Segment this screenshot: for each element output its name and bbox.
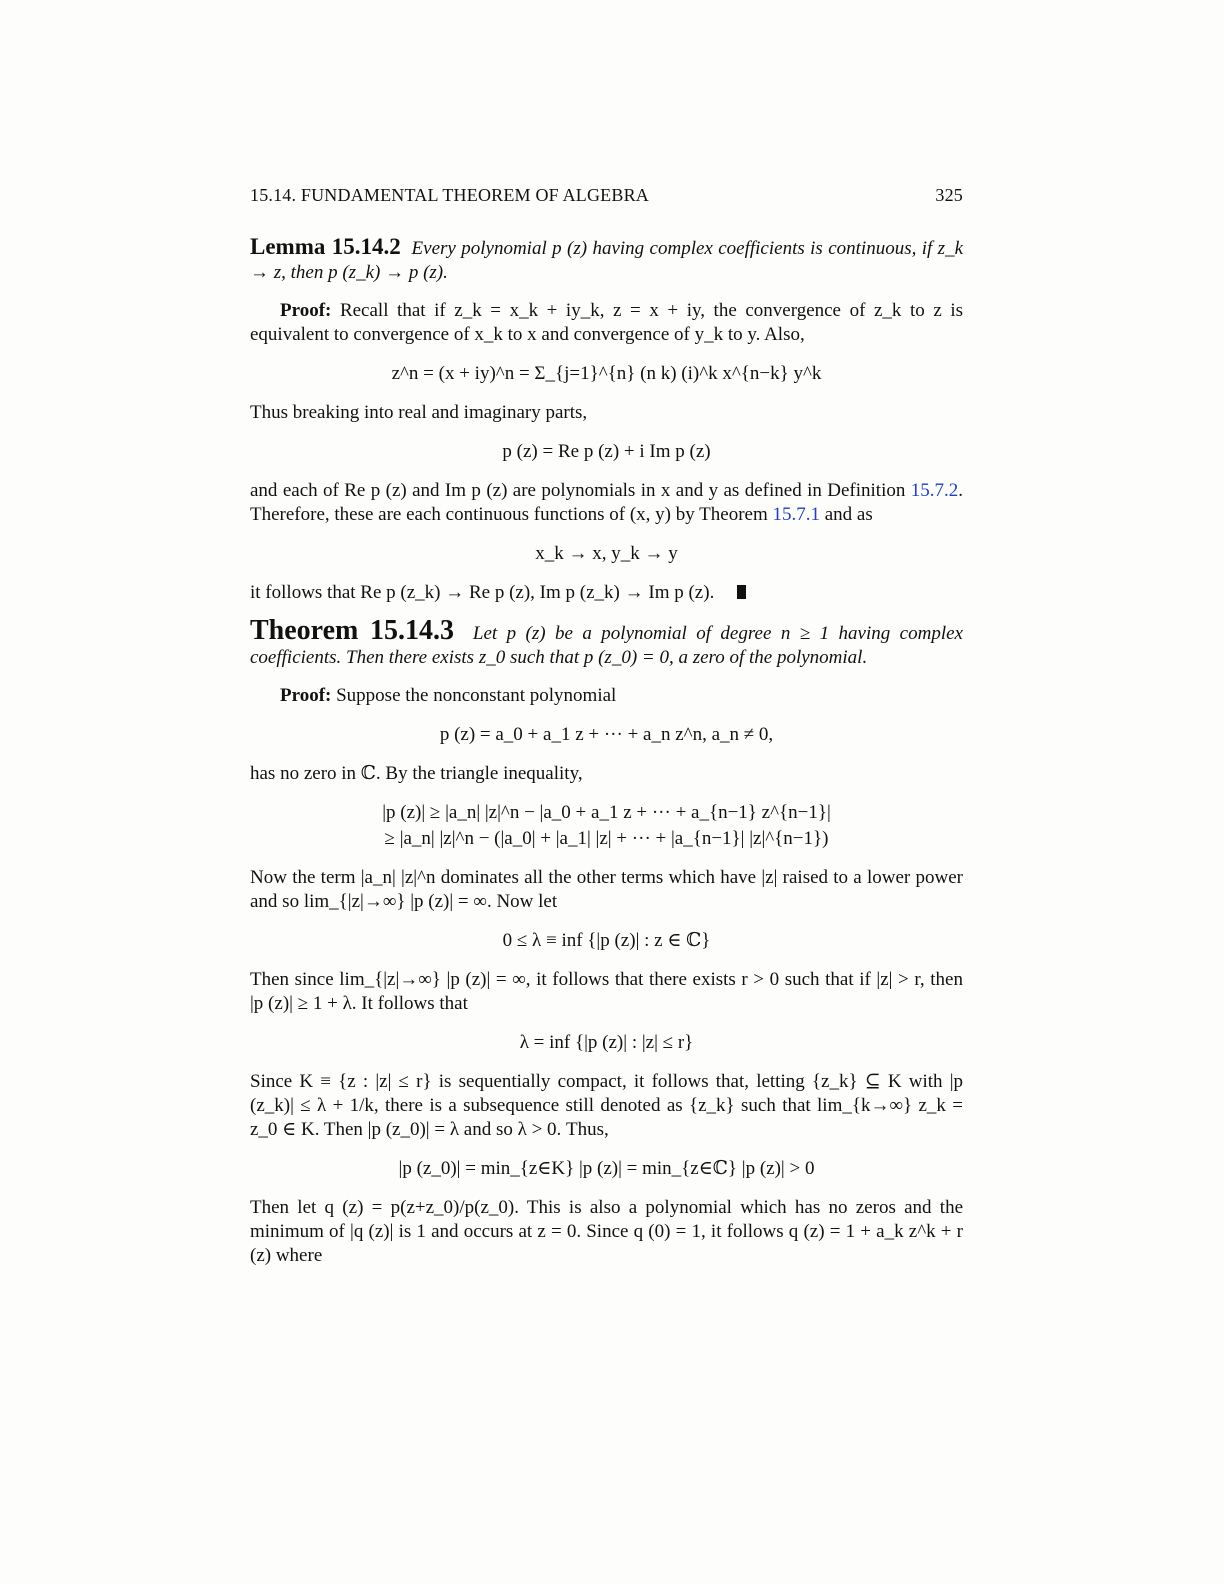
lemma-proof-p3 xyxy=(250,479,963,527)
reference-link[interactable]: 15.7.2 xyxy=(910,480,959,501)
lemma xyxy=(250,235,963,285)
reference-link[interactable]: 15.7.1 xyxy=(772,504,820,525)
equation-text: p (z) = a_0 + a_1 z + ··· + a_n z^n, a_n ≠ 0, xyxy=(439,724,774,745)
theorem-label: Theorem 15.14.3 xyxy=(250,615,455,646)
lemma-label: Lemma 15.14.2 xyxy=(250,234,401,259)
proof-text: Recall that if z_k = x_k + iy_k, z = x + iy, the convergence of z_k to z is equivalent to convergence of x_k to x and convergence of y_k to y. Also, xyxy=(250,300,964,345)
equation-re-im xyxy=(250,439,963,465)
lemma-proof-p2: Thus breaking into real and imaginary parts, xyxy=(250,402,588,423)
theorem-proof-p3: Now the term |a_n| |z|^n dominates all the other terms which have |z| raised to a lower power and so lim_{|z|→∞} |p (z)| = ∞. Now let xyxy=(250,867,963,912)
equation-lambda-def xyxy=(250,928,963,954)
page-content xyxy=(250,183,963,1268)
proof-text: and each of Re p (z) and Im p (z) are polynomials in x and y as defined in Definition 15.7.2. Therefore, these are each continuous functions of (x, y) by Theorem 15.7.1 and as xyxy=(250,480,963,525)
equation-text: x_k → x, y_k → y xyxy=(535,543,678,564)
proof-label: Proof: xyxy=(280,685,332,706)
equation-polynomial xyxy=(250,722,963,748)
lemma-proof-p4 xyxy=(250,581,963,605)
equation-text: 0 ≤ λ ≡ inf {|p (z)| : z ∈ ℂ} xyxy=(502,930,711,951)
equation-text: λ = inf {|p (z)| : |z| ≤ r} xyxy=(519,1032,694,1053)
theorem xyxy=(250,615,963,670)
theorem-proof-p5: Since K ≡ {z : |z| ≤ r} is sequentially compact, it follows that, letting {z_k} ⊆ K with |p (z_k)| ≤ λ + 1/k, there is a subsequence still denoted as {z_k} such that lim_{k→∞} z_k = z_0 ∈ K. Then |p (z_0)| = λ and so λ > 0. Thus, xyxy=(250,1071,963,1140)
equation-line-2: ≥ |a_n| |z|^n − (|a_0| + |a_1| |z| + ··· + |a_{n−1}| |z|^{n−1}) xyxy=(384,828,829,849)
page-number: 325 xyxy=(935,185,963,205)
theorem-statement: Let p (z) be a polynomial of degree n ≥ 1 having complex coefficients. Then there exists z_0 such that p (z_0) = 0, a zero of the polynomial. xyxy=(250,623,963,668)
equation-binomial xyxy=(250,361,963,387)
equation-limits xyxy=(250,541,963,567)
proof-label: Proof: xyxy=(280,300,332,321)
equation-text: z^n = (x + iy)^n = Σ_{j=1}^{n} (n k) (i)^k x^{n−k} y^k xyxy=(391,363,822,384)
proof-text: Suppose the nonconstant polynomial xyxy=(336,685,617,706)
lemma-statement: Every polynomial p (z) having complex coefficients is continuous, if z_k → z, then p (z_k) → p (z). xyxy=(250,238,964,283)
theorem-proof-p6: Then let q (z) = p(z+z_0)/p(z_0). This is also a polynomial which has no zeros and the minimum of |q (z)| is 1 and occurs at z = 0. Since q (0) = 1, it follows q (z) = 1 + a_k z^k + r (z) where xyxy=(250,1197,963,1266)
equation-min xyxy=(250,1156,963,1182)
proof-text: it follows that Re p (z_k) → Re p (z), Im p (z_k) → Im p (z). xyxy=(250,582,715,603)
qed-symbol xyxy=(737,585,746,599)
theorem-proof-p1 xyxy=(250,684,963,708)
equation-lambda-r xyxy=(250,1030,963,1056)
section-title: 15.14. FUNDAMENTAL THEOREM OF ALGEBRA xyxy=(250,185,649,205)
equation-triangle-inequality xyxy=(250,800,963,852)
equation-line-1: |p (z)| ≥ |a_n| |z|^n − |a_0 + a_1 z + ··· + a_{n−1} z^{n−1}| xyxy=(382,802,831,823)
theorem-proof-p4: Then since lim_{|z|→∞} |p (z)| = ∞, it follows that there exists r > 0 such that if |z| > r, then |p (z)| ≥ 1 + λ. It follows that xyxy=(250,969,963,1014)
theorem-proof-p2: has no zero in ℂ. By the triangle inequality, xyxy=(250,763,583,784)
running-head xyxy=(250,183,963,207)
equation-text: p (z) = Re p (z) + i Im p (z) xyxy=(502,441,711,462)
lemma-proof-p1 xyxy=(250,299,963,347)
equation-text: |p (z_0)| = min_{z∈K} |p (z)| = min_{z∈ℂ} |p (z)| > 0 xyxy=(398,1158,815,1179)
